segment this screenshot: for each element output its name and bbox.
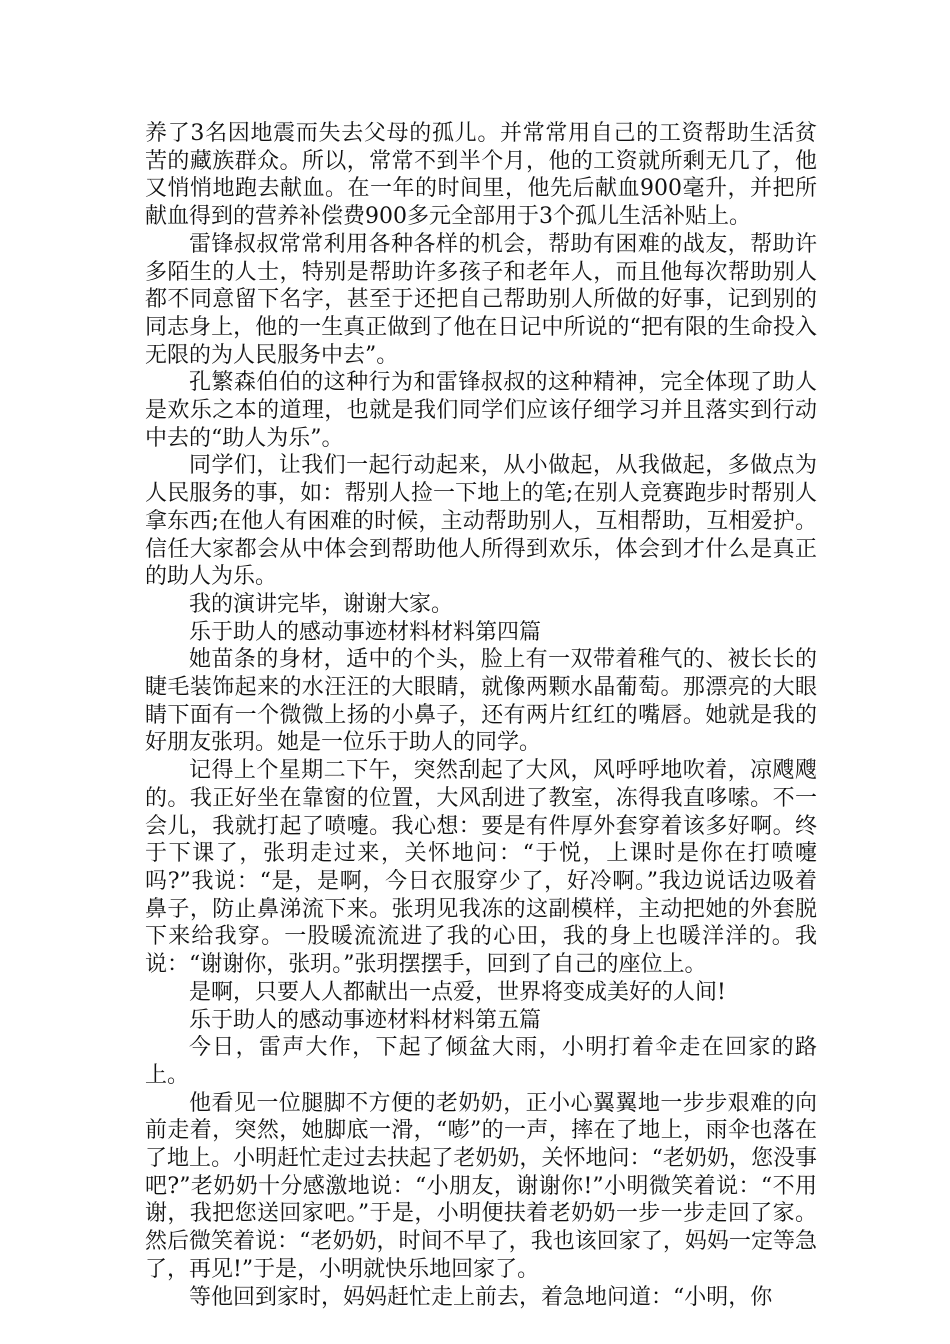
paragraph-2: 雷锋叔叔常常利用各种各样的机会，帮助有困难的战友，帮助许多陌生的人士，特别是帮助许多孩子和老年人，而且他每次帮助别人都不同意留下名字，甚至于还把自己帮助别人所做的好事，记到别的同志身上，他的一生真正做到了他在日记中所说的“把有限的生命投入无限的为人民服务中去”。: [145, 231, 817, 368]
paragraph-5: 我的演讲完毕，谢谢大家。: [189, 591, 454, 617]
section-heading-5: 乐于助人的感动事迹材料材料第五篇: [189, 1007, 542, 1033]
section-heading-4: 乐于助人的感动事迹材料材料第四篇: [189, 619, 542, 645]
paragraph-4: 同学们，让我们一起行动起来，从小做起，从我做起，多做点为人民服务的事，如：帮别人捡一下地上的笔;在别人竞赛跑步时帮别人拿东西;在他人有困难的时候，主动帮助别人，互相帮助，互相爱护。信任大家都会从中体会到帮助他人所得到欢乐，体会到才什么是真正的助人为乐。: [145, 453, 817, 590]
paragraph-1: 养了3名因地震而失去父母的孤儿。并常常用自己的工资帮助生活贫苦的藏族群众。所以，常常不到半个月，他的工资就所剩无几了，他又悄悄地跑去献血。在一年的时间里，他先后献血900毫升，并把所献血得到的营养补偿费900多元全部用于3个孤儿生活补贴上。: [145, 121, 817, 230]
document-page: [145, 120, 817, 1311]
paragraph-3: 孔繁森伯伯的这种行为和雷锋叔叔的这种精神，完全体现了助人是欢乐之本的道理，也就是我们同学们应该仔细学习并且落实到行动中去的“助人为乐”。: [145, 370, 817, 451]
paragraph-10: 他看见一位腿脚不方便的老奶奶，正小心翼翼地一步步艰难的向前走着，突然，她脚底一滑，“嘭”的一声，摔在了地上，雨伞也落在了地上。小明赶忙走过去扶起了老奶奶，关怀地问：“老奶奶，您没事吧?”老奶奶十分感激地说：“小朋友，谢谢你!”小明微笑着说：“不用谢，我把您送回家吧。”于是，小明便扶着老奶奶一步一步走回了家。然后微笑着说：“老奶奶，时间不早了，我也该回家了，妈妈一定等急了，再见!”于是，小明就快乐地回家了。: [145, 1090, 817, 1282]
paragraph-8: 是啊，只要人人都献出一点爱，世界将变成美好的人间!: [189, 979, 726, 1005]
paragraph-6: 她苗条的身材，适中的个头，脸上有一双带着稚气的、被长长的睫毛装饰起来的水汪汪的大眼睛，就像两颗水晶葡萄。那漂亮的大眼睛下面有一个微微上扬的小鼻子，还有两片红红的嘴唇。她就是我的好朋友张玥。她是一位乐于助人的同学。: [145, 647, 817, 756]
paragraph-9: 今日，雷声大作，下起了倾盆大雨，小明打着伞走在回家的路上。: [145, 1035, 817, 1088]
paragraph-11: 等他回到家时，妈妈赶忙走上前去，着急地问道：“小明，你: [189, 1284, 773, 1310]
paragraph-7: 记得上个星期二下午，突然刮起了大风，风呼呼地吹着，凉飕飕的。我正好坐在靠窗的位置，大风刮进了教室，冻得我直哆嗦。不一会儿，我就打起了喷嚏。我心想：要是有件厚外套穿着该多好啊。终于下课了，张玥走过来，关怀地问：“于悦，上课时是你在打喷嚏吗?”我说：“是，是啊，今日衣服穿少了，好冷啊。”我边说话边吸着鼻子，防止鼻涕流下来。张玥见我冻的这副模样，主动把她的外套脱下来给我穿。一股暖流流进了我的心田，我的身上也暖洋洋的。我说：“谢谢你，张玥。”张玥摆摆手，回到了自己的座位上。: [145, 758, 817, 978]
